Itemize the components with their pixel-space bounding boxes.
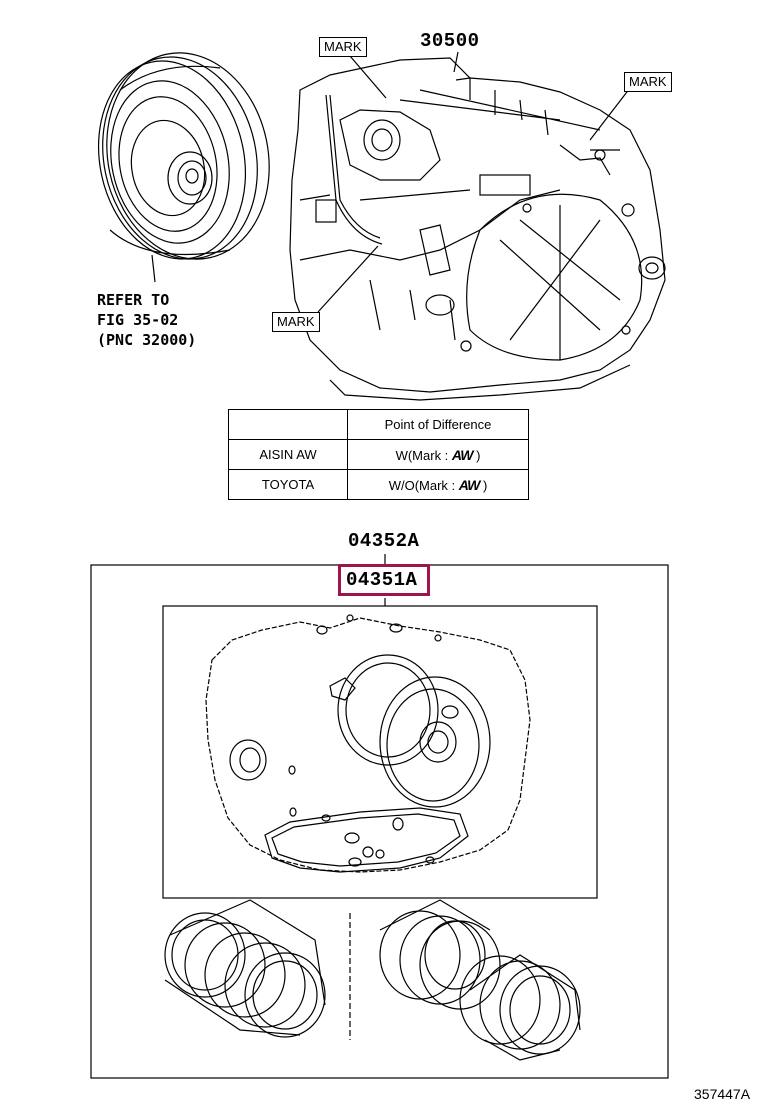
- mark-label-right: MARK: [624, 72, 672, 92]
- part-number-04352a: 04352A: [348, 530, 420, 552]
- mark-leader-3: [318, 246, 378, 312]
- mark-leader-1: [350, 56, 386, 98]
- difference-suffix: ): [479, 477, 488, 493]
- aisin-logo-icon: AW: [458, 476, 480, 493]
- part-number-04351a: 04351A: [346, 569, 418, 591]
- difference-cell: [348, 440, 529, 470]
- table-row: [229, 440, 529, 470]
- refer-line-2: FIG 35-02: [97, 311, 179, 329]
- refer-line-1: REFER TO: [97, 291, 170, 309]
- table-header-row: [229, 410, 529, 440]
- difference-prefix: W/O(Mark :: [388, 477, 459, 493]
- illustration-id: 357447A: [694, 1086, 751, 1102]
- mark-label-left: MARK: [272, 312, 320, 332]
- torque-converter-drawing: [81, 38, 288, 282]
- difference-table: [228, 409, 529, 500]
- maker-cell: AISIN AW: [229, 440, 348, 470]
- clutch-disc-pack-left: [165, 900, 325, 1037]
- difference-prefix: W(Mark :: [395, 447, 452, 463]
- refer-note: [97, 290, 196, 350]
- difference-cell: [348, 470, 529, 500]
- mark-leader-2: [590, 88, 630, 140]
- refer-line-3: (PNC 32000): [97, 331, 197, 349]
- aisin-logo-icon: AW: [451, 446, 473, 463]
- overhaul-kit-frame: [91, 565, 668, 1078]
- part-number-30500: 30500: [420, 30, 480, 52]
- transaxle-drawing: [290, 58, 665, 400]
- clutch-disc-pack-right: [380, 900, 580, 1060]
- table-row: [229, 470, 529, 500]
- gasket-set-drawing: [206, 615, 530, 872]
- table-header-blank: [229, 410, 348, 440]
- table-header-cell: Point of Difference: [348, 410, 529, 440]
- mark-label-top: MARK: [319, 37, 367, 57]
- difference-suffix: ): [472, 447, 481, 463]
- maker-cell: TOYOTA: [229, 470, 348, 500]
